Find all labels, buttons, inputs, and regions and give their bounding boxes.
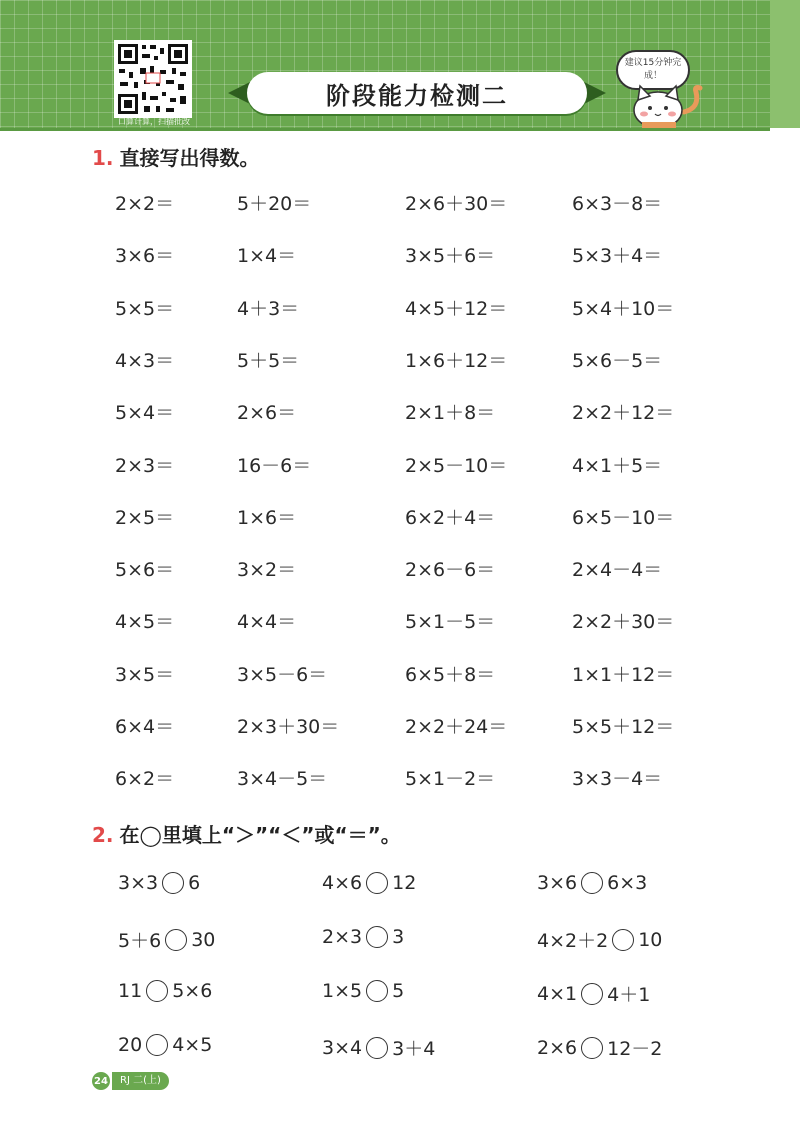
equation: 4＋3＝ bbox=[237, 297, 300, 320]
equation: 4×3＝ bbox=[115, 349, 175, 372]
comparison-left: 2×6 bbox=[537, 1036, 578, 1059]
equation: 2×2＋12＝ bbox=[572, 402, 675, 425]
answer-circle[interactable] bbox=[162, 872, 184, 894]
equation: 6×2＝ bbox=[115, 768, 175, 791]
problem-1-row bbox=[0, 660, 800, 690]
equation: 3×3－4＝ bbox=[572, 768, 663, 791]
problem-1-row bbox=[0, 451, 800, 481]
answer-circle[interactable] bbox=[366, 1037, 388, 1059]
equation: 5×4＋10＝ bbox=[572, 297, 675, 320]
answer-circle[interactable] bbox=[581, 1037, 603, 1059]
page-footer bbox=[92, 1072, 169, 1090]
title-ribbon-right bbox=[584, 82, 606, 104]
equation: 2×6＝ bbox=[237, 402, 297, 425]
comparison-right: 4×5 bbox=[172, 1034, 213, 1056]
equation: 6×4＝ bbox=[115, 716, 175, 738]
comparison-right: 30 bbox=[191, 928, 216, 951]
page-number: 24 bbox=[92, 1072, 110, 1090]
equation: 3×5－6＝ bbox=[237, 663, 328, 686]
equation: 1×4＝ bbox=[237, 245, 297, 268]
equation: 5×6＝ bbox=[115, 559, 175, 582]
comparison-left: 3×6 bbox=[537, 872, 578, 894]
comparison bbox=[118, 926, 215, 953]
equation: 5×5＋12＝ bbox=[572, 716, 675, 738]
page-title: 阶段能力检测二 bbox=[326, 81, 508, 110]
comparison bbox=[322, 926, 404, 948]
equation: 4×1＋5＝ bbox=[572, 454, 663, 477]
comparison-left: 1×5 bbox=[322, 980, 363, 1002]
problem-1-row bbox=[0, 189, 800, 219]
comparison bbox=[537, 1034, 662, 1061]
problem-1-title bbox=[92, 142, 260, 171]
equation: 3×4－5＝ bbox=[237, 768, 328, 791]
problem-1-instruction: 直接写出得数。 bbox=[119, 146, 260, 170]
equation: 5×1－5＝ bbox=[405, 611, 496, 634]
comparison-right: 3＋4 bbox=[392, 1038, 436, 1060]
comparison-left: 20 bbox=[118, 1034, 143, 1056]
comparison-right: 10 bbox=[638, 928, 663, 951]
answer-circle[interactable] bbox=[581, 872, 603, 894]
equation: 5×3＋4＝ bbox=[572, 245, 663, 268]
equation: 2×3＋30＝ bbox=[237, 716, 340, 738]
problem-1-row bbox=[0, 764, 800, 794]
answer-circle[interactable] bbox=[146, 980, 168, 1002]
comparison-right: 4＋1 bbox=[607, 984, 651, 1006]
comparison bbox=[118, 980, 212, 1002]
comparison-left: 3×3 bbox=[118, 872, 159, 894]
answer-circle[interactable] bbox=[146, 1034, 168, 1056]
comparison bbox=[118, 1034, 212, 1056]
problem-1-row bbox=[0, 607, 800, 637]
equation: 6×5＋8＝ bbox=[405, 663, 496, 686]
comparison-right: 5×6 bbox=[172, 980, 213, 1002]
equation: 5×5＝ bbox=[115, 297, 175, 320]
header-edge-strip bbox=[770, 0, 800, 128]
equation: 2×4－4＝ bbox=[572, 559, 663, 582]
equation: 5×4＝ bbox=[115, 402, 175, 425]
equation: 16－6＝ bbox=[237, 454, 312, 477]
equation: 6×3－8＝ bbox=[572, 193, 663, 215]
equation: 2×6＋30＝ bbox=[405, 193, 508, 215]
answer-circle[interactable] bbox=[581, 983, 603, 1005]
comparison bbox=[118, 872, 200, 894]
comparison-left: 5＋6 bbox=[118, 930, 162, 952]
problem-1-row bbox=[0, 346, 800, 376]
equation: 4×4＝ bbox=[237, 611, 297, 634]
cat-mascot-icon bbox=[628, 82, 708, 132]
equation: 1×6＝ bbox=[237, 506, 297, 529]
equation: 3×2＝ bbox=[237, 559, 297, 582]
comparison-right: 12 bbox=[392, 872, 417, 894]
equation: 3×5＋6＝ bbox=[405, 245, 496, 268]
comparison-left: 11 bbox=[118, 980, 143, 1002]
equation: 2×2＋24＝ bbox=[405, 716, 508, 738]
problem-2-row bbox=[0, 926, 800, 956]
equation: 2×6－6＝ bbox=[405, 559, 496, 582]
equation: 5×1－2＝ bbox=[405, 768, 496, 791]
equation: 2×5＝ bbox=[115, 506, 175, 529]
problem-2-row bbox=[0, 1034, 800, 1064]
equation: 2×5－10＝ bbox=[405, 454, 508, 477]
problem-1-number: 1. bbox=[92, 146, 114, 170]
qr-caption: 口算计算，扫描批改 bbox=[118, 117, 190, 126]
comparison bbox=[322, 1034, 435, 1061]
answer-circle[interactable] bbox=[366, 926, 388, 948]
problem-1-row bbox=[0, 712, 800, 742]
equation: 4×5＝ bbox=[115, 611, 175, 634]
problem-2-number: 2. bbox=[92, 823, 114, 847]
equation: 4×5＋12＝ bbox=[405, 297, 508, 320]
problem-2-row bbox=[0, 872, 800, 902]
answer-circle[interactable] bbox=[165, 929, 187, 951]
comparison-right: 3 bbox=[392, 926, 405, 948]
comparison-right: 5 bbox=[392, 980, 405, 1002]
problem-2-row bbox=[0, 980, 800, 1010]
qr-code[interactable] bbox=[114, 40, 192, 118]
answer-circle[interactable] bbox=[366, 872, 388, 894]
comparison bbox=[322, 980, 404, 1002]
equation: 2×2＋30＝ bbox=[572, 611, 675, 634]
comparison bbox=[537, 872, 647, 894]
comparison bbox=[537, 926, 662, 953]
problem-1-row bbox=[0, 294, 800, 324]
equation: 3×5＝ bbox=[115, 663, 175, 686]
grade-badge: RJ 二(上) bbox=[112, 1072, 169, 1090]
equation: 6×2＋4＝ bbox=[405, 506, 496, 529]
problem-2-instruction: 在◯里填上“＞”“＜”或“＝”。 bbox=[119, 823, 401, 847]
answer-circle[interactable] bbox=[612, 929, 634, 951]
comparison bbox=[322, 872, 416, 894]
equation: 1×1＋12＝ bbox=[572, 663, 675, 686]
problem-1-row bbox=[0, 555, 800, 585]
comparison-left: 3×4 bbox=[322, 1036, 363, 1059]
equation: 3×6＝ bbox=[115, 245, 175, 268]
answer-circle[interactable] bbox=[366, 980, 388, 1002]
equation: 6×5－10＝ bbox=[572, 506, 675, 529]
comparison bbox=[537, 980, 650, 1007]
comparison-right: 6×3 bbox=[607, 872, 648, 894]
comparison-left: 2×3 bbox=[322, 926, 363, 948]
comparison-right: 12－2 bbox=[607, 1038, 663, 1060]
equation: 5＋20＝ bbox=[237, 193, 312, 215]
equation: 2×3＝ bbox=[115, 454, 175, 477]
comparison-left: 4×6 bbox=[322, 872, 363, 894]
equation: 2×2＝ bbox=[115, 193, 175, 215]
equation: 5×6－5＝ bbox=[572, 349, 663, 372]
problem-1-row bbox=[0, 503, 800, 533]
equation: 2×1＋8＝ bbox=[405, 402, 496, 425]
title-banner bbox=[247, 72, 587, 114]
problem-1-row bbox=[0, 241, 800, 271]
comparison-right: 6 bbox=[188, 872, 201, 894]
problem-2-title bbox=[92, 819, 401, 848]
equation: 1×6＋12＝ bbox=[405, 349, 508, 372]
time-suggestion-bubble: 建议15分钟完成！ bbox=[616, 50, 690, 90]
comparison-left: 4×2＋2 bbox=[537, 930, 609, 952]
equation: 5＋5＝ bbox=[237, 349, 300, 372]
problem-1-row bbox=[0, 398, 800, 428]
comparison-left: 4×1 bbox=[537, 982, 578, 1005]
